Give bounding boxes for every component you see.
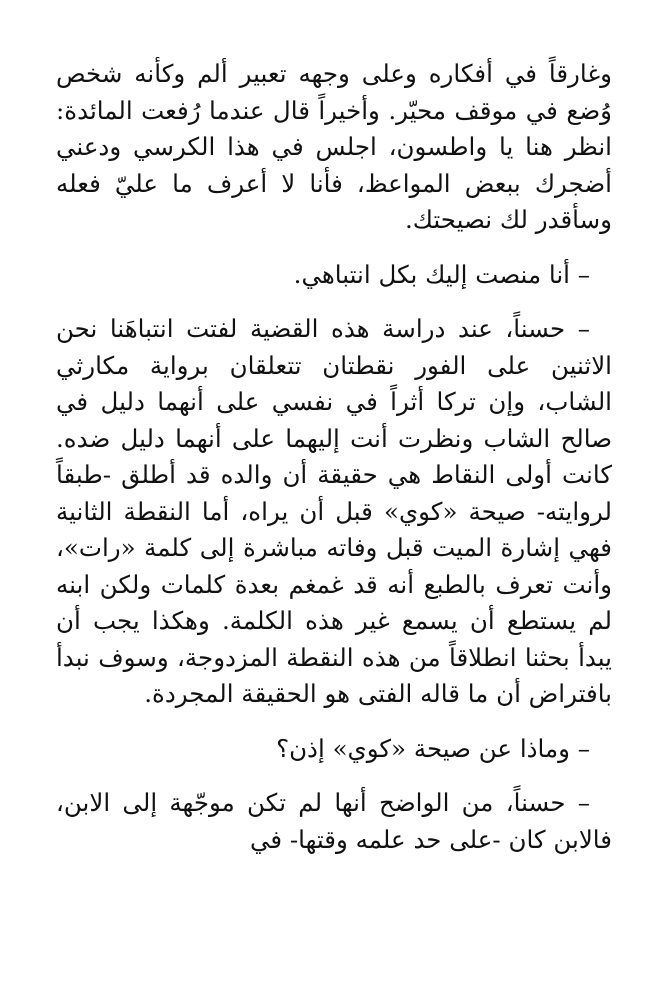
paragraph-dialogue-answer: – حسناً، من الواضح أنها لم تكن موجّهة إلى الابن، فالابن كان -على حد علمه وقتها- في: [56, 788, 612, 854]
book-page: [56, 56, 612, 876]
paragraph-dialogue-holmes: – حسناً، عند دراسة هذه القضية لفتت انتباهَنا نحن الاثنين على الفور نقطتان تتعلقان برواية مكارثي الشاب، وإن تركا أثراً في نفسي على أنهما دليل في صالح الشاب ونظرت أنت إليهما على أنهما دليل ضده. كانت أولى النقاط هي حقيقة أن والده قد أطلق -طبقاً لروايته- صيحة «كوي» قبل أن يراه، أما النقطة الثانية فهي إشارة الميت قبل وفاته مباشرة إلى كلمة «رات»، وأنت تعرف بالطبع أنه قد غمغم بعدة كلمات ولكن ابنه لم يستطع أن يسمع غير هذه الكلمة. وهكذا يجب أن يبدأ بحثنا انطلاقاً من هذه النقطة المزدوجة، وسوف نبدأ بافتراض أن ما قاله الفتى هو الحقيقة المجردة.: [56, 314, 612, 708]
paragraph-narration: وغارقاً في أفكاره وعلى وجهه تعبير ألم وكأنه شخص وُضع في موقف محيّر. وأخيراً قال عندما رُفعت المائدة: انظر هنا يا واطسون، اجلس في هذا الكرسي ودعني أضجرك ببعض المواعظ، فأنا لا أعرف ما عليّ فعله وسأقدر لك نصيحتك.: [56, 59, 612, 234]
paragraph-dialogue-question: – وماذا عن صيحة «كوي» إذن؟: [276, 733, 590, 763]
paragraph-dialogue-watson: – أنا منصت إليك بكل انتباهي.: [293, 259, 590, 289]
